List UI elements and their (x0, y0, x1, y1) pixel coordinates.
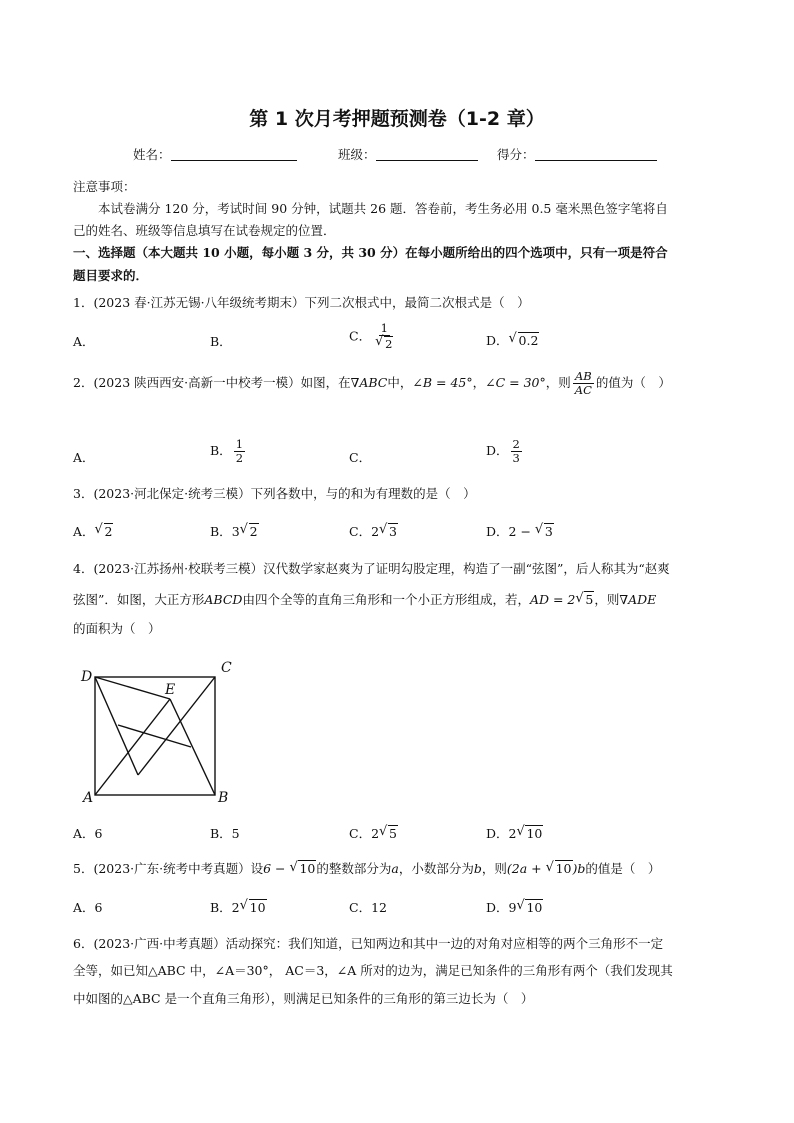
q3-option-d-label: D． (486, 524, 509, 539)
score-label: 得分： (497, 147, 535, 162)
q3-b-radicand: 2 (249, 524, 258, 539)
q2-stem-part-b: 中， (387, 375, 413, 390)
q2-fraction-denominator: AC (574, 383, 592, 397)
q2-option-b-label: B． (210, 443, 232, 458)
q3-d-prefix: 2 − (508, 524, 535, 539)
inner-square-edge (118, 725, 191, 747)
q2-separator: ， (472, 375, 486, 390)
q4-ad-radicand: 5 (585, 592, 594, 607)
q5-b-radicand: 10 (249, 900, 266, 915)
q5-d-radicand: 10 (526, 900, 543, 915)
q5-stem-part-e: 的值是（ ） (585, 861, 661, 876)
q6-stem-line1: 6．(2023·广西·中考真题）活动探究：我们知道，已知两边和其中一边的对角对应相等的两个三角形不一定 (73, 936, 664, 951)
q4-option-d[interactable]: D．2 √ 10 (486, 824, 543, 841)
q4-option-c[interactable]: C．2 √ 5 (349, 824, 397, 841)
label-e: E (165, 682, 176, 698)
q5-stem-part-a: 5．(2023·广东·统考中考真题）设 (73, 861, 264, 876)
q5-expression-radicand: 10 (299, 861, 316, 876)
q4-option-a[interactable]: A．6 (73, 826, 103, 841)
q5-stem-part-c: ，小数部分为 (398, 861, 474, 876)
q3-c-coefficient: 2 (371, 524, 380, 539)
q4-ad-value: AD = 2 (529, 592, 576, 607)
name-field[interactable] (133, 145, 297, 163)
notice-line2: 己的姓名、班级等信息填写在试卷规定的位置． (73, 223, 336, 238)
q6-stem-line2: 全等，如已知△ABC 中，∠A＝30°， AC＝3，∠A 所对的边为，满足已知条件的三角形有两个（我们发现其 (73, 963, 673, 978)
q3-option-c[interactable]: C．2 √ 3 (349, 522, 397, 539)
q3-c-radicand: 3 (389, 524, 397, 539)
q4-line2-part-a: 弦图”．如图，大正方形 (73, 592, 205, 607)
section-heading-line2: 题目要求的． (73, 268, 149, 283)
q2-stem-part-a: 2．(2023 陕西西安·高新一中校考一模）如图，在 (73, 375, 351, 390)
q5-option-b-label: B．2 (210, 900, 240, 915)
q2-stem (73, 370, 671, 397)
q1-c-denominator: 2 (385, 337, 393, 351)
q1-option-b[interactable]: B． (210, 334, 232, 349)
q4-c-radicand: 5 (389, 826, 397, 841)
q5-var-b: b (473, 861, 482, 876)
q1-option-c-label: C． (349, 328, 372, 344)
q3-b-coefficient: 3 (231, 524, 240, 539)
q2-option-d-label: D． (486, 443, 509, 458)
q3-stem: 3．(2023·河北保定·统考三模）下列各数中，与的和为有理数的是（ ） (73, 486, 476, 501)
q1-stem: 1．(2023 春·江苏无锡·八年级统考期末）下列二次根式中，最简二次根式是（ ） (73, 295, 530, 310)
q5-option-d-label: D．9 (486, 900, 517, 915)
label-c: C (221, 660, 232, 676)
score-field[interactable] (497, 145, 657, 163)
section-heading-line1: 一、选择题（本大题共 10 小题，每小题 3 分，共 30 分）在每小题所给出的四个选项中，只有一项是符合 (73, 245, 668, 260)
q2-stem-part-c: ，则 (545, 375, 571, 390)
q1-option-a[interactable]: A． (73, 334, 95, 349)
q2-option-b[interactable] (210, 438, 247, 465)
q4-triangle: ∇ADE (619, 592, 657, 607)
q1-d-radicand: 0.2 (518, 333, 539, 348)
q2-angle-b: ∠B = 45° (412, 375, 473, 390)
q2-stem-part-d: 的值为（ ） (595, 375, 671, 390)
q4-stem-line1: 4．(2023·江苏扬州·校联考三模）汉代数学家赵爽为了证明勾股定理，构造了一副“弦图”，后人称其为“赵爽 (73, 561, 670, 576)
name-blank[interactable] (171, 146, 297, 161)
q5-paren-part-a: (2a + (506, 861, 546, 876)
q3-option-b[interactable]: B．3 √ 2 (210, 522, 258, 539)
q1-c-numerator: 1 (380, 321, 388, 335)
segment-d-inner (95, 677, 138, 775)
q5-option-d[interactable]: D．9 √ 10 (486, 898, 543, 915)
notice-line1: 本试卷满分 120 分，考试时间 90 分钟，试题共 26 题．答卷前，考生务必用 0.5 毫米黑色签字笔将自 (98, 201, 668, 216)
score-blank[interactable] (535, 146, 657, 161)
q4-d-radicand: 10 (526, 826, 543, 841)
q4-stem-line2: 弦图”．如图，大正方形ABCD由四个全等的直角三角形和一个小正方形组成，若，AD = 2 √ 5，则∇ADE (73, 591, 657, 607)
label-b: B (218, 790, 229, 806)
q2-d-denominator: 3 (512, 451, 520, 465)
notice-heading: 注意事项： (73, 179, 136, 194)
label-d: D (81, 669, 93, 685)
q5-expression-prefix: 6 − (263, 861, 290, 876)
class-blank[interactable] (376, 146, 478, 161)
name-label: 姓名： (133, 147, 171, 162)
q4-option-c-label: C．2 (349, 826, 380, 841)
q3-a-radicand: 2 (104, 524, 113, 539)
class-label: 班级： (338, 147, 376, 162)
q6-stem-line3: 中如图的△ABC 是一个直角三角形），则满足已知条件的三角形的第三边长为（ ） (73, 991, 534, 1006)
segment-d-e (95, 677, 170, 699)
q3-option-c-label: C． (349, 524, 372, 539)
q4-line2-part-c: ，则 (594, 592, 620, 607)
q2-d-numerator: 2 (512, 437, 520, 451)
q5-stem: 5．(2023·广东·统考中考真题）设6 − √ 10的整数部分为a，小数部分为b，则(2a + √ 10)b的值是（ ） (73, 860, 661, 876)
q5-paren-radicand: 10 (555, 861, 572, 876)
page-title: 第 1 次月考押题预测卷（1-2 章） (249, 108, 545, 130)
q3-option-d[interactable]: D．2 − √ 3 (486, 522, 553, 539)
q5-stem-part-d: ，则 (481, 861, 507, 876)
segment-e-b (170, 699, 215, 795)
q3-option-a[interactable]: A． √ 2 (73, 522, 113, 539)
class-field[interactable] (338, 145, 478, 163)
q4-line2-part-b: 由四个全等的直角三角形和一个小正方形组成，若， (242, 592, 530, 607)
q4-option-d-label: D．2 (486, 826, 517, 841)
q2-b-denominator: 2 (235, 451, 244, 465)
q3-option-a-label: A． (73, 524, 95, 539)
q3-d-radicand: 3 (544, 524, 553, 539)
q2-triangle: ∇ABC (350, 375, 388, 390)
q1-option-c[interactable]: C． 1 √ 2 (349, 321, 393, 351)
q2-fraction-numerator: AB (574, 369, 592, 383)
q2-option-d[interactable] (486, 438, 524, 465)
q5-option-b[interactable]: B．2 √ 10 (210, 898, 266, 915)
q5-stem-part-b: 的整数部分为 (316, 861, 392, 876)
zhao-shuang-diagram (78, 655, 248, 810)
q4-square-name: ABCD (204, 592, 243, 607)
q2-option-c[interactable]: C． (349, 450, 372, 465)
segment-a-e (95, 699, 170, 795)
q5-option-a[interactable]: A．6 (73, 900, 103, 915)
q5-var-a: a (391, 861, 399, 876)
q2-angle-c: ∠C = 30° (485, 375, 546, 390)
q2-b-numerator: 1 (235, 437, 244, 451)
q2-option-a[interactable]: A． (73, 450, 95, 465)
label-a: A (83, 790, 94, 806)
q4-option-b[interactable]: B．5 (210, 826, 240, 841)
q1-option-d[interactable]: D． √ 0.2 (486, 331, 539, 348)
q5-option-c[interactable]: C．12 (349, 900, 387, 915)
q1-option-d-label: D． (486, 333, 509, 348)
q4-stem-line3: 的面积为（ ） (73, 621, 161, 636)
q3-option-b-label: B． (210, 524, 232, 539)
q5-paren-part-b: )b (572, 861, 586, 876)
